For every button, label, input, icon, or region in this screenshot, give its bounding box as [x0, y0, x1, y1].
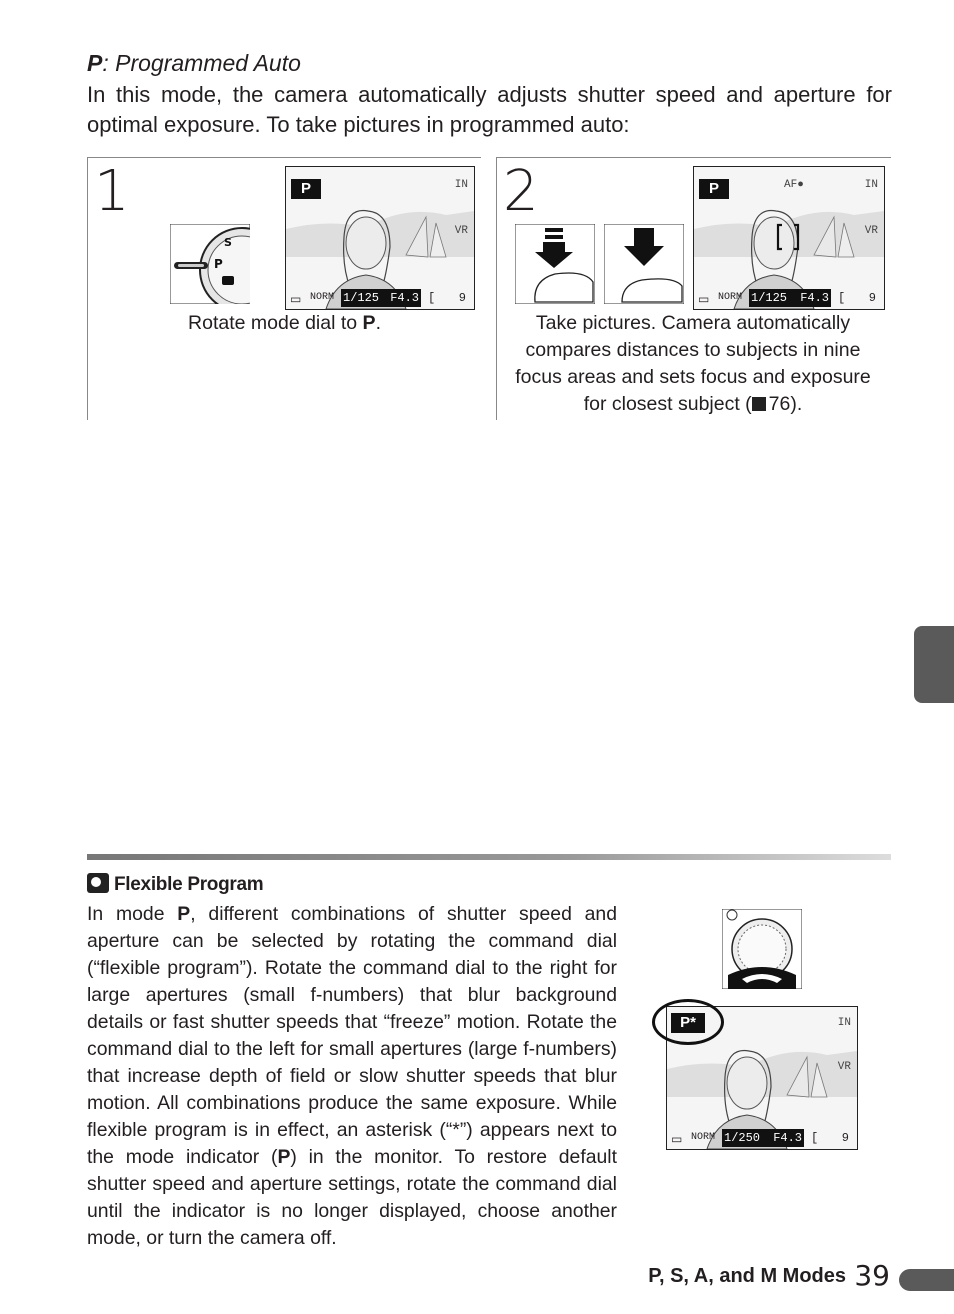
note-body-mode: P	[177, 903, 191, 925]
exposure-count: 9	[458, 291, 466, 305]
step-1-caption-mode: P	[362, 312, 376, 334]
internal-memory-icon: IN	[454, 179, 468, 191]
image-size-icon: ▭	[290, 293, 302, 307]
aperture: F4.3	[800, 291, 829, 305]
page-number: 39	[854, 1259, 890, 1292]
note-body-main: , different combinations of shutter speed and aperture can be selected by rotating the command dial (“flexible program”). Rotate the command dial to the right for large apertures (small f-numbers) that blur background details or fast shutter speeds that “freeze” motion. Rotate the command dial to the left for small apertures (large f-numbers) that increase depth of field or slow shutter speeds that blur motion. All combinations produce the same exposure. While flexible program is in effect, an asterisk (“*”) appears next to the mode indicator (	[87, 903, 618, 1168]
shutter-speed: 1/250	[724, 1131, 761, 1145]
status-bar	[694, 289, 884, 309]
half-press-illustration	[515, 224, 595, 304]
section-title-text: : Programmed Auto	[102, 50, 301, 76]
exposure-count: 9	[841, 1131, 849, 1145]
mode-indicator-flexible: P*	[671, 1013, 705, 1033]
note-divider	[87, 854, 891, 860]
highlight-ring	[652, 999, 724, 1045]
step-1-panel	[87, 157, 481, 420]
bracket-icon: [	[428, 291, 436, 305]
note-body-mode-2: P	[277, 1146, 291, 1168]
step-2-number: 2	[503, 159, 539, 224]
step-2-panel	[496, 157, 891, 420]
full-press-illustration	[604, 224, 684, 304]
aperture: F4.3	[773, 1131, 802, 1145]
svg-text:P: P	[214, 257, 223, 271]
mode-letter: P	[87, 50, 103, 76]
quality-label: NORM	[691, 1132, 716, 1143]
intro-paragraph: In this mode, the camera automatically adjusts shutter speed and aperture for optimal exposure. To take pictures in programmed auto:	[87, 82, 892, 137]
footer-section-label: P, S, A, and M Modes	[648, 1265, 846, 1287]
monitor-preview-step1	[285, 166, 475, 310]
quality-label: NORM	[310, 292, 335, 303]
note-title: Flexible Program	[114, 874, 264, 895]
exposure-readout	[341, 289, 421, 307]
shutter-speed: 1/125	[343, 291, 380, 305]
chapter-tab	[914, 626, 954, 703]
mode-dial-illustration	[170, 224, 250, 304]
internal-memory-icon: IN	[864, 179, 878, 191]
note-body-start: In mode	[87, 903, 178, 925]
reference-icon	[752, 397, 766, 411]
image-size-icon: ▭	[671, 1133, 683, 1147]
exposure-count: 9	[868, 291, 876, 305]
note-heading	[87, 873, 263, 896]
step-1-caption	[88, 310, 481, 337]
step-1-caption-text: Rotate mode dial to	[188, 312, 363, 334]
af-indicator: AF●	[784, 179, 804, 191]
svg-text:S: S	[224, 236, 232, 249]
tip-icon	[87, 873, 109, 893]
command-dial-illustration	[722, 909, 802, 989]
vr-icon: VR	[864, 225, 878, 237]
status-bar	[286, 289, 474, 309]
page-reference: 76	[768, 393, 791, 415]
bracket-icon: [	[838, 291, 846, 305]
vr-icon: VR	[454, 225, 468, 237]
quality-label: NORM	[718, 292, 743, 303]
section-title	[87, 50, 301, 77]
mode-indicator: P	[699, 179, 729, 199]
mode-indicator: P	[291, 179, 321, 199]
step-2-caption-end: ).	[790, 393, 803, 415]
step-2-caption	[503, 310, 883, 418]
step-1-caption-end: .	[375, 312, 381, 334]
image-size-icon: ▭	[698, 293, 710, 307]
status-bar	[667, 1129, 857, 1149]
exposure-readout	[749, 289, 831, 307]
internal-memory-icon: IN	[837, 1017, 851, 1029]
step-2-caption-text: Take pictures. Camera automatically compares distances to subjects in nine focus areas and sets focus and exposure for closest subject (	[515, 312, 871, 415]
shutter-speed: 1/125	[751, 291, 788, 305]
note-body-end: ) in the monitor. To restore default shutter speed and aperture settings, rotate the command dial until the indicator is no longer displayed, choose another mode, or turn the camera off.	[87, 1146, 617, 1249]
step-1-number: 1	[94, 159, 130, 224]
monitor-preview-step2	[693, 166, 885, 310]
footer-tab	[899, 1269, 954, 1291]
exposure-readout	[722, 1129, 804, 1147]
bracket-icon: [	[811, 1131, 819, 1145]
vr-icon: VR	[837, 1061, 851, 1073]
aperture: F4.3	[390, 291, 419, 305]
note-body	[87, 901, 617, 1252]
